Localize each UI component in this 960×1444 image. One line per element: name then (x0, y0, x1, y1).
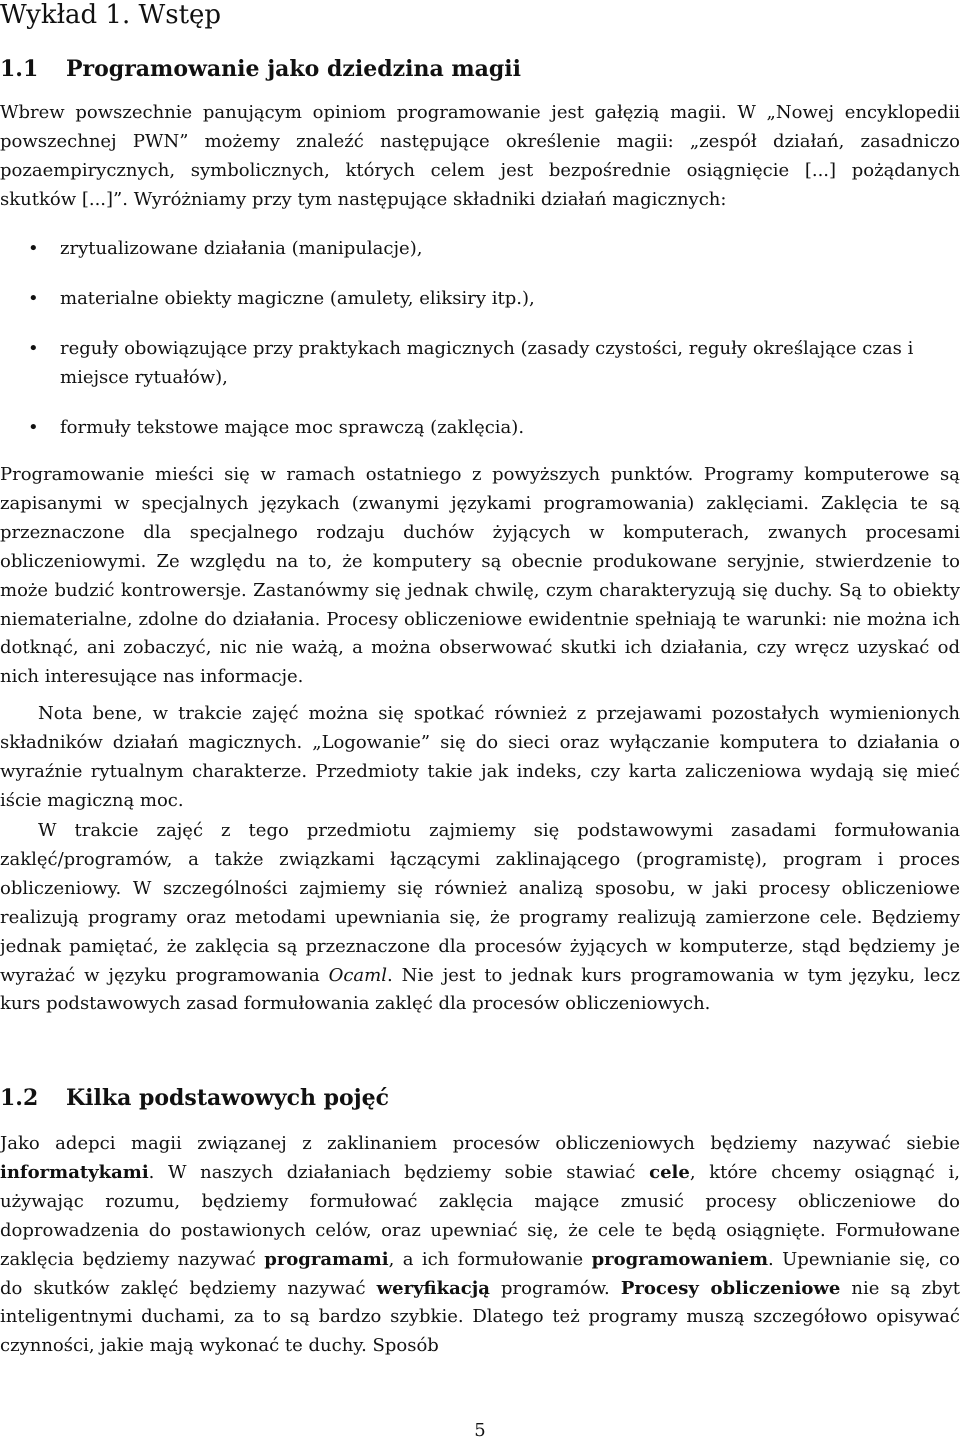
term-programowanie: programowaniem (591, 1248, 769, 1270)
term-weryfikacja: weryfikacją (376, 1277, 490, 1299)
section-heading-1-1 (0, 55, 521, 83)
list-item-text: zrytualizowane działania (manipulacje), (60, 238, 423, 259)
list-item (0, 285, 960, 314)
page-number: 5 (474, 1420, 486, 1441)
term-informatycy: informatykami (0, 1161, 149, 1183)
list-item-text: formuły tekstowe mające moc sprawczą (zaklęcia). (60, 416, 525, 438)
section-heading-1-2 (0, 1084, 389, 1112)
bullet-icon: • (28, 416, 39, 438)
chapter-title: Wykład 1. Wstęp (0, 0, 222, 30)
paragraph-text: . Upewnianie się, co do skutków zaklęć będziemy nazywać (0, 1248, 960, 1299)
paragraph-text: , które chcemy osiągnąć i, używając rozumu, będziemy formułować zaklęcia mające zmusić procesy obliczeniowe do doprowadzenia do postawionych celów, oraz upewniać się, że cele te będą osiągnięte. Formułowane zaklęcia będziemy nazywać (0, 1161, 960, 1270)
bullet-icon: • (28, 287, 39, 309)
term-programy: programami (264, 1248, 389, 1270)
bullet-icon: • (28, 238, 39, 259)
paragraph-text: . Nie jest to jednak kurs programowania w tym języku, lecz kurs podstawowych zasad formułowania zaklęć dla procesów obliczeniowych. (0, 964, 960, 1015)
paragraph-text: programów. (489, 1277, 621, 1299)
paragraph-nota-bene: Nota bene, w trakcie zajęć można się spotkać również z przejawami pozostałych wymienionych składników działań magicznych. „Logowanie” się do sieci oraz wyłączanie komputera to działania o wyraźnie rytualnym charakterze. Przedmioty takie jak indeks, czy karta zaliczeniowa wydają się mieć iście magiczną moc. (0, 703, 960, 811)
paragraph-text: W trakcie zajęć z tego przedmiotu zajmiemy się podstawowymi zasadami formułowania zaklęć/programów, a także związkami łączącymi zaklinającego (programistę), program i proces obliczeniowy. W szczególności zajmiemy się również analizą sposobu, w jaki procesy obliczeniowe realizują programy oraz metodami upewniania się, że programy realizują zamierzone cele. Będziemy jednak pamiętać, że zaklęcia są przeznaczone dla procesów żyjących w komputerze, stąd będziemy je wyrażać w języku programowania (0, 820, 960, 986)
paragraph-text: . W naszych działaniach będziemy sobie stawiać (148, 1161, 650, 1183)
section-title: Programowanie jako dziedzina magii (66, 56, 521, 82)
language-name: Ocaml (328, 964, 387, 986)
section-number: 1.1 (0, 56, 39, 82)
list-item-text: reguły obowiązujące przy praktykach magicznych (zasady czystości, reguły określające czas i miejsce rytuałów), (60, 337, 914, 388)
list-item (0, 235, 960, 264)
bullet-icon: • (28, 337, 39, 359)
term-cele: cele (649, 1161, 690, 1183)
list-item (0, 335, 960, 393)
section-number: 1.2 (0, 1085, 39, 1111)
term-procesy-obliczeniowe: Procesy obliczeniowe (620, 1277, 841, 1299)
list-item-text: materialne obiekty magiczne (amulety, eliksiry itp.), (60, 287, 535, 309)
magic-components-list (0, 235, 960, 443)
section-title: Kilka podstawowych pojęć (66, 1085, 390, 1111)
list-item (0, 414, 960, 443)
paragraph-programming: Programowanie mieści się w ramach ostatniego z powyższych punktów. Programy komputerowe są zapisanymi w specjalnych językach (zwanymi językami programowania) zaklęciami. Zaklęcia te są przeznaczone dla specjalnego rodzaju duchów żyjących w komputerach, zwanych procesami obliczeniowymi. Ze względu na to, że komputery są obecnie produkowane seryjnie, stwierdzenie to może budzić kontrowersje. Zastanówmy się jednak chwilę, czym charakteryzują się duchy. Są to obiekty niematerialne, zdolne do działania. Procesy obliczeniowe ewidentnie spełniają te warunki: nie można ich dotknąć, ani zobaczyć, nic nie ważą, a można obserwować skutki ich działania, czy wręcz uzyskać od nich interesujące nas informacje. (0, 464, 960, 688)
paragraph-text: , a ich formułowanie (388, 1248, 592, 1270)
intro-paragraph: Wbrew powszechnie panującym opiniom programowanie jest gałęzią magii. W „Nowej encyklopedii powszechnej PWN” możemy znaleźć następujące określenie magii: „zespół działań, zasadniczo pozaempirycznych, symbolicznych, których celem jest bezpośrednie osiągnięcie [...] pożądanych skutków [...]”. Wyróżniamy przy tym następujące składniki działań magicznych: (0, 102, 960, 210)
paragraph-course-scope (0, 817, 960, 1019)
paragraph-text: Jako adepci magii związanej z zaklinaniem procesów obliczeniowych będziemy nazywać siebie (0, 1133, 960, 1154)
paragraph-basic-concepts (0, 1130, 960, 1361)
paragraph-text: nie są zbyt inteligentnymi duchami, za to są bardzo szybkie. Dlatego też programy muszą szczegółowo opisywać czynności, jakie mają wykonać te duchy. Sposób (0, 1277, 960, 1357)
